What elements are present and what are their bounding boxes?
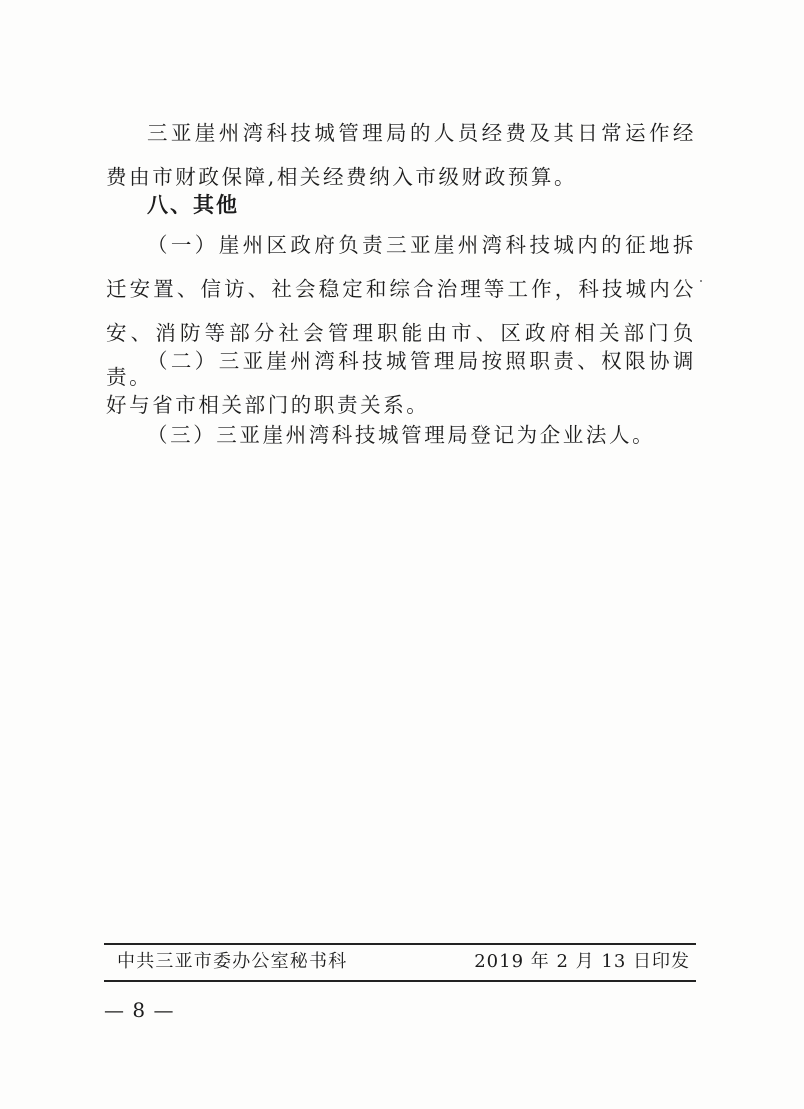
footer-top-rule bbox=[104, 943, 696, 945]
paragraph-item-1: （一）崖州区政府负责三亚崖州湾科技城内的征地拆迁安置、信访、社会稳定和综合治理等工作，科技城内公安、消防等部分社会管理职能由市、区政府相关部门负责。 bbox=[106, 233, 696, 389]
scan-speck bbox=[700, 280, 702, 282]
section-heading: 八、其他 bbox=[147, 193, 239, 217]
page-number: — 8 — bbox=[104, 998, 175, 1022]
footer-issue-date: 2019 年 2 月 13 日印发 bbox=[474, 951, 690, 972]
footer-bottom-rule bbox=[104, 980, 696, 982]
paragraph-funding: 三亚崖州湾科技城管理局的人员经费及其日常运作经费由市财政保障,相关经费纳入市级财政预算。 bbox=[106, 121, 696, 189]
footer-issuer: 中共三亚市委办公室秘书科 bbox=[117, 951, 348, 972]
paragraph-item-2: （二）三亚崖州湾科技城管理局按照职责、权限协调好与省市相关部门的职责关系。 bbox=[106, 349, 696, 417]
paragraph-item-3: （三）三亚崖州湾科技城管理局登记为企业法人。 bbox=[147, 423, 656, 447]
